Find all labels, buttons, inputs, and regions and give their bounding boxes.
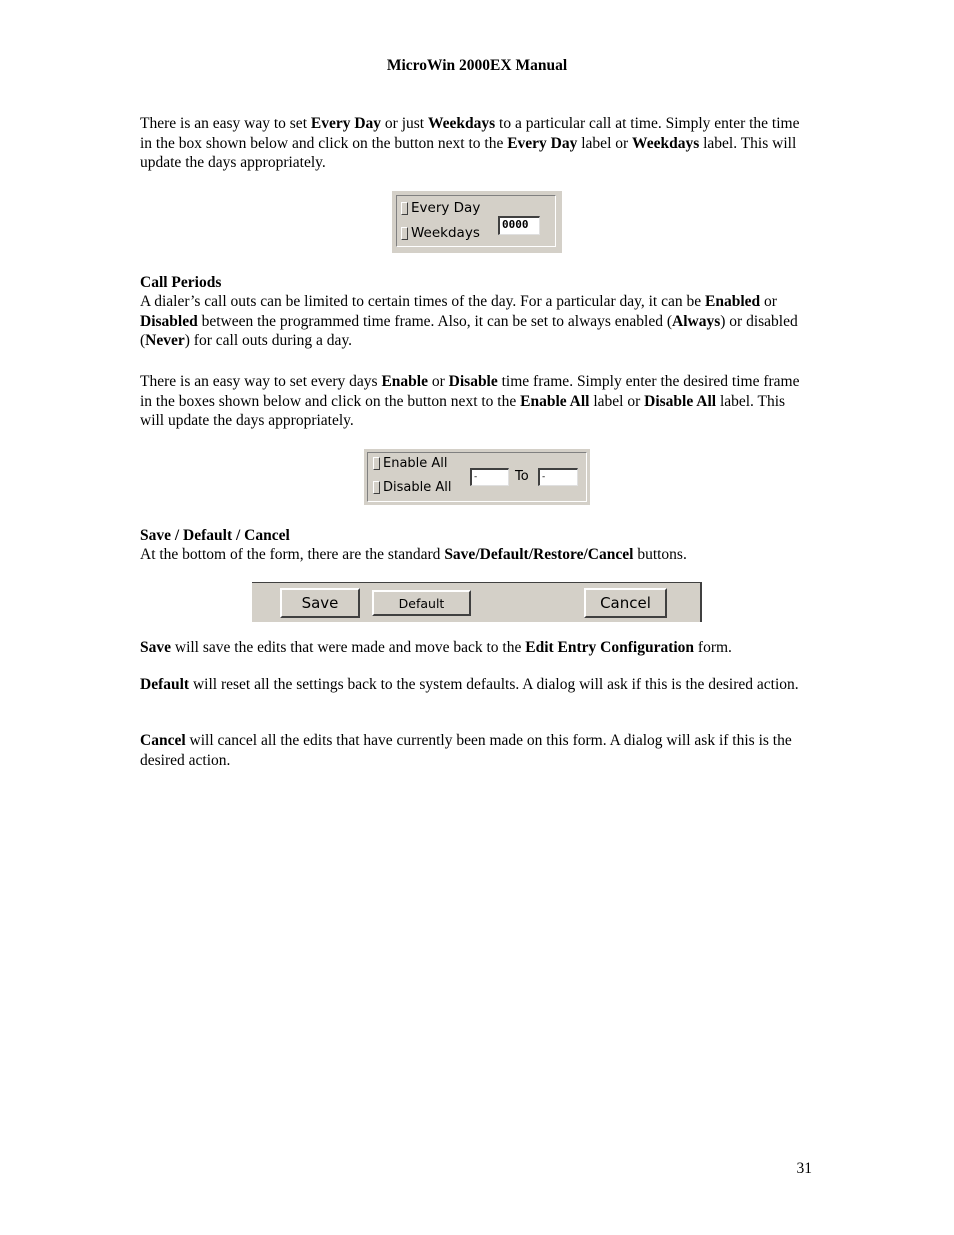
- weekdays-option[interactable]: Weekdays: [401, 225, 480, 241]
- enable-all-button[interactable]: [373, 457, 380, 470]
- cancel-button[interactable]: Cancel: [584, 588, 667, 618]
- save-button[interactable]: Save: [280, 588, 360, 618]
- call-periods-paragraph: A dialer’s call outs can be limited to certain times of the day. For a particular day, it can be Enabled or Disabled between the programmed time frame. Also, it can be set to always enabled (Always) or disabled (Never) for call outs during a day.: [140, 293, 798, 349]
- page-header: MicroWin 2000EX Manual: [386, 57, 568, 74]
- save-section-paragraph: At the bottom of the form, there are the standard Save/Default/Restore/Cancel buttons.: [140, 546, 687, 563]
- call-periods-heading: Call Periods: [140, 274, 222, 291]
- page-number: 31: [796, 1160, 812, 1177]
- save-description: Save will save the edits that were made and move back to the Edit Entry Configuration form.: [140, 639, 732, 656]
- disable-all-option[interactable]: Disable All: [373, 480, 451, 495]
- default-description: Default will reset all the settings back to the system defaults. A dialog will ask if this is the desired action.: [140, 676, 799, 693]
- to-time-input[interactable]: -: [538, 468, 578, 486]
- enable-disable-paragraph: There is an easy way to set every days Enable or Disable time frame. Simply enter the desired time frame in the boxes shown below and click on the button next to the Enable All label or Disable All label. This will update the days appropriately.: [140, 373, 800, 429]
- cancel-description: Cancel will cancel all the edits that have currently been made on this form. A dialog will ask if this is the desired action.: [140, 732, 792, 769]
- to-label: To: [515, 469, 529, 484]
- every-day-weekdays-panel: [392, 191, 562, 253]
- enable-all-option[interactable]: Enable All: [373, 456, 448, 471]
- disable-all-button[interactable]: [373, 481, 380, 494]
- every-day-option[interactable]: Every Day: [401, 200, 480, 216]
- form-button-bar: [252, 582, 702, 622]
- save-section-heading: Save / Default / Cancel: [140, 527, 290, 544]
- default-button[interactable]: Default: [372, 590, 471, 616]
- enable-disable-panel: [364, 449, 590, 505]
- time-input[interactable]: 0000: [498, 216, 540, 235]
- from-time-input[interactable]: -: [470, 468, 509, 486]
- every-day-button[interactable]: [401, 202, 408, 215]
- weekdays-button[interactable]: [401, 227, 408, 240]
- intro-paragraph: There is an easy way to set Every Day or just Weekdays to a particular call at time. Simply enter the time in the box shown below and click on the button next to the Every Day label or Weekdays label. This will update the days appropriately.: [140, 115, 800, 171]
